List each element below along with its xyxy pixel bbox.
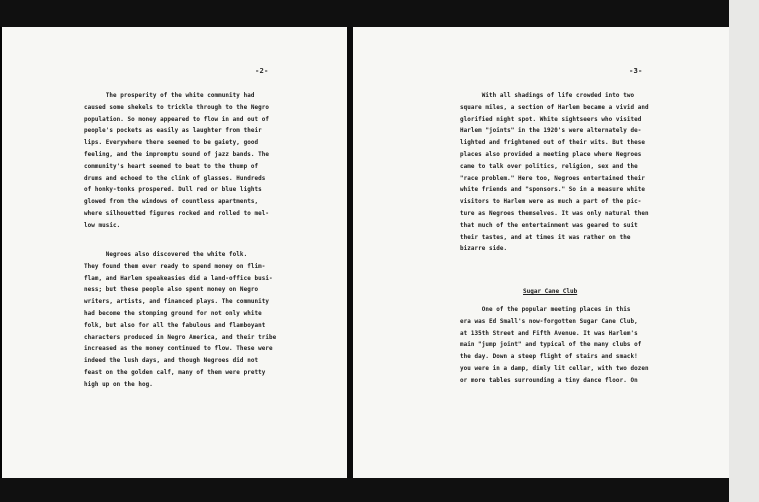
left-paragraph-2 xyxy=(84,250,276,392)
right-p1-line: ture as Negroes themselves. It was only natural then xyxy=(460,210,649,217)
left-p2-line: indeed the lush days, and though Negroes did not xyxy=(84,358,259,365)
left-p2-line: flam, and Harlem speakeasies did a land-office busi- xyxy=(84,275,273,282)
right-p1-line: With all shadings of life crowded into two xyxy=(460,93,635,99)
left-p1-line: feeling, and the impromptu sound of jazz bands. The xyxy=(84,151,269,158)
left-p1-line: people's pockets as easily as laughter from their xyxy=(84,128,262,135)
page-number: -2- xyxy=(255,66,269,75)
right-paragraph-1 xyxy=(460,91,649,256)
right-p1-line: white friends and "sponsors." So in a measure white xyxy=(460,187,645,194)
left-p2-line: increased as the money continued to flow. These were xyxy=(84,346,273,353)
left-p1-line: The prosperity of the white community had xyxy=(84,93,255,99)
top-border xyxy=(0,0,759,27)
right-p2-line: at 135th Street and Fifth Avenue. It was Harlem's xyxy=(460,330,638,337)
right-p1-line: places also provided a meeting place where Negroes xyxy=(460,151,642,158)
right-p1-line: square miles, a section of Harlem became a vivid and xyxy=(460,104,649,111)
left-p1-line: population. So money appeared to flow in and out of xyxy=(84,116,269,123)
left-p1-line: community's heart seemed to beat to the thump of xyxy=(84,163,259,170)
left-p2-line: Negroes also discovered the white folk. xyxy=(84,252,248,258)
left-p2-line: characters produced in Negro America, and their tribe xyxy=(84,334,277,341)
left-p1-line: where silhouetted figures rocked and rolled to mel- xyxy=(84,210,269,217)
left-p1-line: drums and echoed to the clink of glasses. Hundreds xyxy=(84,175,266,182)
bottom-border xyxy=(0,478,759,502)
left-p2-line: high up on the hog. xyxy=(84,381,153,388)
left-p1-line: of honky-tonks prospered. Dull red or blue lights xyxy=(84,187,262,194)
left-p2-line: They found them ever ready to spend money on flim- xyxy=(84,263,266,270)
right-p2-line: era was Ed Small's now-forgotten Sugar Cane Club, xyxy=(460,318,638,325)
right-page xyxy=(353,27,729,478)
section-heading: Sugar Cane Club xyxy=(523,288,578,295)
left-p2-line: had become the stomping ground for not only white xyxy=(84,310,262,317)
left-p1-line: glowed from the windows of countless apartments, xyxy=(84,199,259,206)
page-number: -3- xyxy=(629,66,643,75)
right-p1-line: bizarre side. xyxy=(460,246,508,253)
left-paragraph-1 xyxy=(84,91,269,233)
left-p2-line: feast on the golden calf, many of them were pretty xyxy=(84,369,266,376)
right-p1-line: came to talk over politics, religion, sex and the xyxy=(460,163,638,170)
right-p2-line: or more tables surrounding a tiny dance floor. On xyxy=(460,377,638,384)
left-p2-line: ness; but these people also spent money on Negro xyxy=(84,287,259,294)
right-p1-line: Harlem "joints" in the 1920's were alternately de- xyxy=(460,128,642,135)
left-p1-line: low music. xyxy=(84,222,121,229)
right-p2-line: you were in a damp, dimly lit cellar, with two dozen xyxy=(460,365,649,372)
right-p2-line: main "jump joint" and typical of the many clubs of xyxy=(460,342,642,349)
left-p1-line: lips. Everywhere there seemed to be gaiety, good xyxy=(84,140,259,147)
left-page xyxy=(2,27,347,478)
right-p1-line: "race problem." Here too, Negroes entertained their xyxy=(460,175,645,182)
next-page-edge xyxy=(729,0,759,502)
right-p1-line: their tastes, and at times it was rather on the xyxy=(460,234,631,241)
right-paragraph-2 xyxy=(460,305,649,388)
right-p2-line: One of the popular meeting places in this xyxy=(460,307,631,313)
left-p2-line: writers, artists, and financed plays. The community xyxy=(84,299,269,306)
right-p1-line: glorified night spot. White sightseers who visited xyxy=(460,116,642,123)
right-p1-line: visitors to Harlem were as much a part of the pic- xyxy=(460,199,642,206)
right-p1-line: lighted and frightened out of their wits. But these xyxy=(460,140,645,147)
left-p2-line: folk, but also for all the fabulous and flamboyant xyxy=(84,322,266,329)
left-p1-line: caused some shekels to trickle through to the Negro xyxy=(84,104,269,111)
right-p1-line: that much of the entertainment was geared to suit xyxy=(460,222,638,229)
right-p2-line: the day. Down a steep flight of stairs and smack! xyxy=(460,354,638,361)
